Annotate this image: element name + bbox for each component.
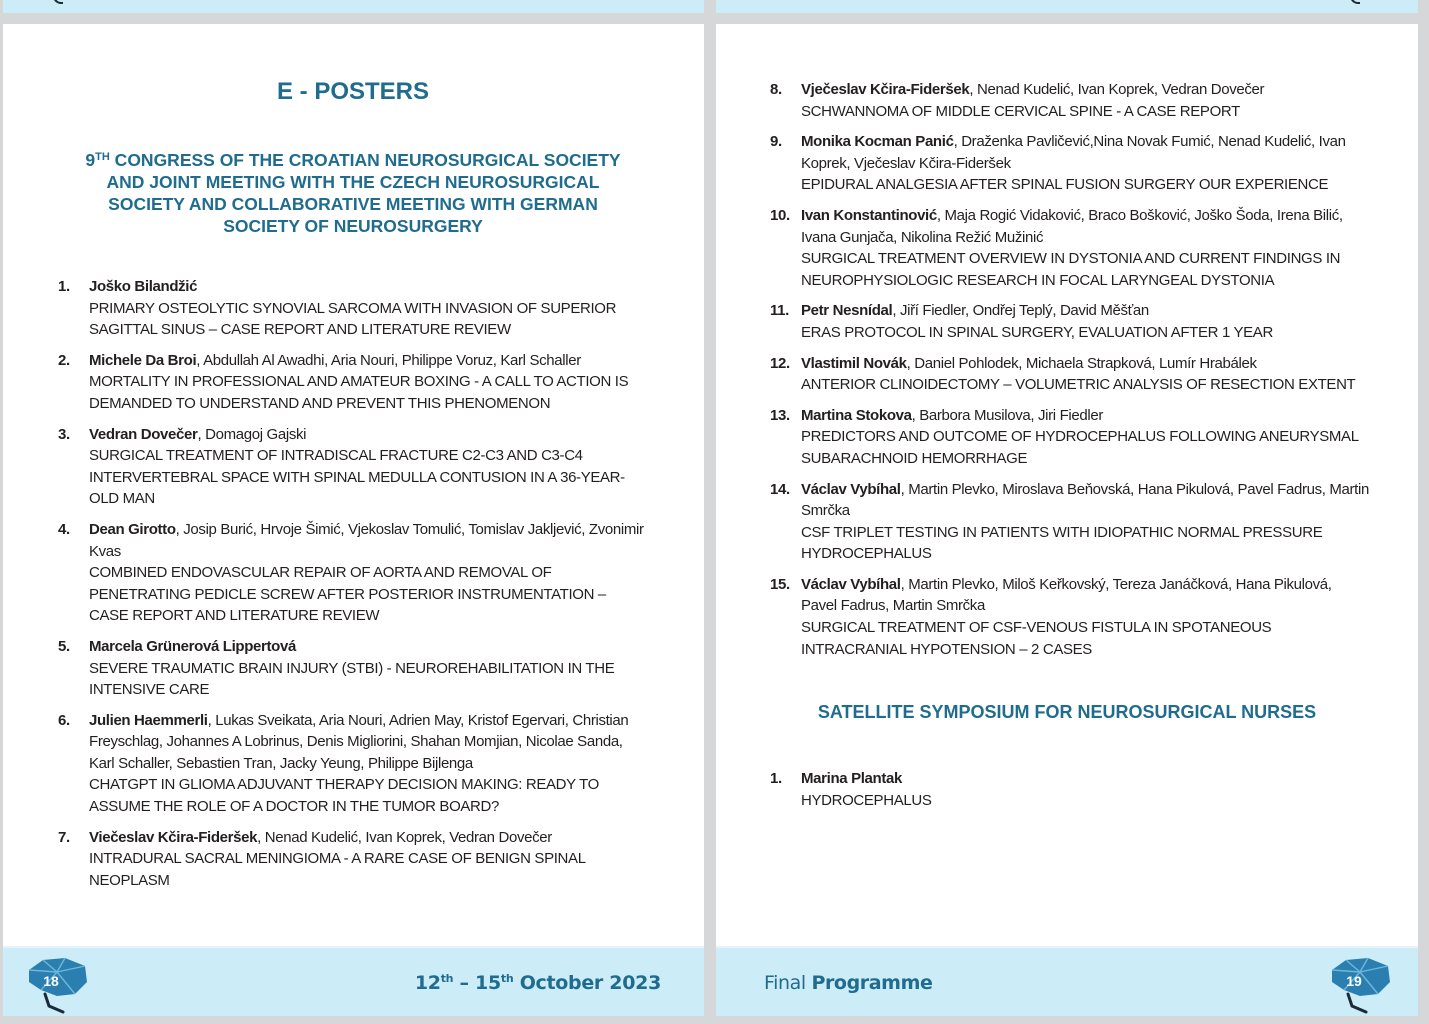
presenting-author: Marina Plantak [801, 770, 902, 787]
poster-title: SEVERE TRAUMATIC BRAIN INJURY (STBI) - NEUROREHABILITATION IN THE INTENSIVE CARE [89, 659, 615, 699]
corner-mark-icon [53, 0, 63, 4]
poster-entry [770, 353, 1370, 396]
top-strip-right [716, 0, 1418, 13]
presenting-author: Martina Stokova [801, 406, 912, 424]
poster-number: 1. [58, 278, 70, 295]
poster-entry [770, 79, 1370, 122]
poster-number: 6. [58, 711, 70, 729]
co-authors: , Martin Plevko, Miloš Keřkovský, Tereza Janáčková, Hana Pikulová, Pavel Fadrus, Martin Smrčka [801, 575, 1332, 615]
poster-number: 1. [770, 770, 782, 787]
footer-right [716, 946, 1418, 1016]
congress-title-text: CONGRESS OF THE CROATIAN NEUROSURGICAL SOCIETY AND JOINT MEETING WITH THE CZECH NEUROSURGICAL SOCIETY AND COLLABORATIVE MEETING WITH GERMAN SOCIETY OF NEUROSURGERY [106, 150, 621, 236]
co-authors: , Maja Rogić Vidaković, Braco Bošković, Joško Šoda, Irena Bilić, Ivana Gunjača, Nikolina Režić Mužinić [801, 206, 1343, 246]
poster-number: 4. [58, 520, 70, 538]
top-strip-left [3, 0, 704, 13]
presenting-author: Viečeslav Kčira-Fideršek [89, 828, 258, 846]
poster-title: ERAS PROTOCOL IN SPINAL SURGERY, EVALUATION AFTER 1 YEAR [801, 323, 1273, 341]
poster-entry [770, 205, 1370, 291]
poster-number: 2. [58, 351, 70, 369]
presenting-author: Dean Girotto [89, 520, 176, 538]
poster-title: INTRADURAL SACRAL MENINGIOMA - A RARE CASE OF BENIGN SPINAL NEOPLASM [89, 850, 586, 889]
page-number: 18 [43, 973, 59, 989]
poster-title: PREDICTORS AND OUTCOME OF HYDROCEPHALUS FOLLOWING ANEURYSMAL SUBARACHNOID HEMORRHAGE [801, 428, 1359, 467]
page-title: E - POSTERS [276, 78, 430, 105]
poster-number: 5. [58, 637, 70, 655]
co-authors: , Nenad Kudelić, Ivan Koprek, Vedran Dovečer [257, 828, 552, 846]
date-start: 12 [414, 972, 441, 994]
poster-entry [58, 827, 648, 892]
poster-number: 11. [770, 302, 789, 320]
presenting-author: Václav Vybíhal [801, 575, 901, 593]
poster-entry [770, 405, 1370, 470]
co-authors: , Jiří Fiedler, Ondřej Teplý, David Měšťan [892, 302, 1149, 320]
poster-title: SURGICAL TREATMENT OF INTRADISCAL FRACTURE C2-C3 AND C3-C4 INTERVERTEBRAL SPACE WITH SPINAL MEDULLA CONTUSION IN A 36-YEAR-OLD MAN [89, 447, 625, 508]
poster-number: 13. [770, 406, 790, 424]
poster-entry [58, 519, 648, 627]
left-page [3, 24, 704, 1016]
page-badge [23, 956, 83, 1012]
final-programme-label [764, 972, 932, 994]
poster-entry [58, 636, 648, 701]
date-end: 15 [475, 972, 501, 994]
event-dates [415, 972, 661, 994]
poster-number: 12. [770, 354, 790, 372]
date-end-suffix: th [500, 972, 514, 985]
poster-title: ANTERIOR CLINOIDECTOMY – VOLUMETRIC ANALYSIS OF RESECTION EXTENT [801, 376, 1356, 394]
presenting-author: Marcela Grünerová Lippertová [89, 637, 296, 655]
presenting-author: Monika Kocman Panić [801, 133, 954, 151]
co-authors: , Abdullah Al Awadhi, Aria Nouri, Philippe Voruz, Karl Schaller [196, 351, 581, 369]
poster-entry [58, 350, 648, 415]
presenting-author: Vječeslav Kčira-Fideršek [801, 81, 970, 98]
poster-title: CHATGPT IN GLIOMA ADJUVANT THERAPY DECISION MAKING: READY TO ASSUME THE ROLE OF A DOCTOR IN THE TUMOR BOARD? [89, 776, 599, 816]
footer-left [3, 946, 704, 1016]
poster-entry [58, 710, 648, 818]
poster-number: 15. [770, 575, 790, 593]
poster-number: 8. [770, 81, 782, 98]
co-authors: , Martin Plevko, Miroslava Beňovská, Hana Pikulová, Pavel Fadrus, Martin Smrčka [801, 480, 1369, 520]
co-authors: , Daniel Pohlodek, Michaela Strapková, Lumír Hrabálek [906, 354, 1257, 372]
final-programme-bold: Programme [811, 972, 933, 994]
presenting-author: Vedran Dovečer [89, 425, 198, 443]
presenting-author: Joško Bilandžić [89, 278, 198, 295]
presenting-author: Petr Nesnídal [801, 302, 893, 320]
poster-title: MORTALITY IN PROFESSIONAL AND AMATEUR BOXING - A CALL TO ACTION IS DEMANDED TO UNDERSTAND AND PREVENT THIS PHENOMENON [89, 373, 629, 412]
co-authors: , Josip Burić, Hrvoje Šimić, Vjekoslav Tomulić, Tomislav Jakljević, Zvonimir Kvas [89, 520, 644, 560]
poster-number: 10. [770, 206, 790, 224]
corner-mark-icon [1350, 0, 1360, 4]
date-dash: – [453, 972, 476, 994]
presenting-author: Václav Vybíhal [801, 480, 901, 498]
poster-entry [770, 479, 1370, 565]
presenting-author: Michele Da Broi [89, 351, 197, 369]
poster-list-left [58, 276, 648, 900]
poster-entry [58, 276, 648, 341]
poster-entry [58, 424, 648, 510]
right-page [716, 24, 1418, 1016]
co-authors: , Lukas Sveikata, Aria Nouri, Adrien May, Kristof Egervari, Christian Freyschlag, Johannes A Lobrinus, Denis Migliorini, Shahan Momjian, Nicolae Sanda, Karl Schaller, Sebastien Tran, Jacky Yeung, Philippe Bijlenga [89, 711, 629, 772]
poster-title: SURGICAL TREATMENT OVERVIEW IN DYSTONIA AND CURRENT FINDINGS IN NEUROPHYSIOLOGIC RESEARCH IN FOCAL LARYNGEAL DYSTONIA [801, 250, 1341, 289]
poster-title: CSF TRIPLET TESTING IN PATIENTS WITH IDIOPATHIC NORMAL PRESSURE HYDROCEPHALUS [801, 523, 1323, 563]
poster-number: 7. [58, 828, 70, 846]
co-authors: , Draženka Pavličević,Nina Novak Fumić, Nenad Kudelić, Ivan Koprek, Vječeslav Kčira-Fideršek [801, 133, 1346, 172]
poster-title: HYDROCEPHALUS [801, 791, 932, 809]
page-badge [1326, 956, 1386, 1012]
poster-title: SCHWANNOMA OF MIDDLE CERVICAL SPINE - A CASE REPORT [801, 102, 1240, 120]
poster-title: PRIMARY OSTEOLYTIC SYNOVIAL SARCOMA WITH INVASION OF SUPERIOR SAGITTAL SINUS – CASE REPORT AND LITERATURE REVIEW [89, 299, 617, 339]
poster-entry [770, 300, 1370, 343]
poster-number: 14. [770, 480, 790, 498]
co-authors: , Domagoj Gajski [197, 425, 307, 443]
page-number: 19 [1346, 973, 1362, 989]
co-authors: , Barbora Musilova, Jiri Fiedler [911, 406, 1103, 424]
satellite-list [770, 768, 1370, 820]
date-start-suffix: th [440, 972, 454, 985]
satellite-heading: SATELLITE SYMPOSIUM FOR NEUROSURGICAL NURSES [817, 702, 1317, 722]
presenting-author: Vlastimil Novák [801, 354, 907, 372]
poster-entry [770, 768, 1370, 811]
co-authors: , Nenad Kudelić, Ivan Koprek, Vedran Dovečer [969, 81, 1265, 98]
poster-title: EPIDURAL ANALGESIA AFTER SPINAL FUSION SURGERY OUR EXPERIENCE [801, 176, 1329, 194]
congress-ordinal-suffix: TH [95, 151, 110, 163]
poster-entry [770, 574, 1370, 660]
poster-title: SURGICAL TREATMENT OF CSF-VENOUS FISTULA IN SPOTANEOUS INTRACRANIAL HYPOTENSION – 2 CASES [801, 619, 1272, 658]
poster-title: COMBINED ENDOVASCULAR REPAIR OF AORTA AND REMOVAL OF PENETRATING PEDICLE SCREW AFTER POSTERIOR INSTRUMENTATION – CASE REPORT AND LITERATURE REVIEW [89, 564, 606, 625]
congress-ordinal: 9 [85, 150, 96, 170]
presenting-author: Julien Haemmerli [89, 711, 208, 729]
date-month-year: October 2023 [513, 972, 661, 994]
poster-list-right [770, 79, 1370, 669]
poster-entry [770, 131, 1370, 196]
congress-title [73, 146, 633, 237]
poster-number: 9. [770, 133, 782, 151]
final-programme-prefix: Final [764, 972, 812, 994]
presenting-author: Ivan Konstantinović [801, 206, 937, 224]
poster-number: 3. [58, 425, 70, 443]
